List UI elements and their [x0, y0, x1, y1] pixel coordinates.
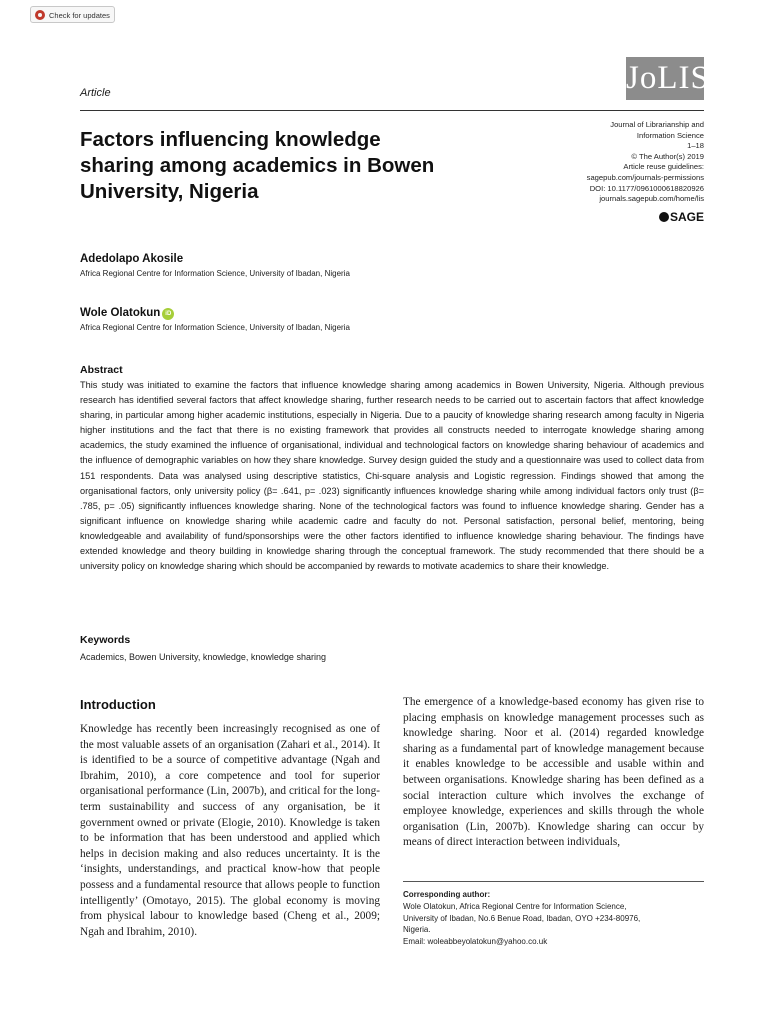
sage-icon — [659, 212, 669, 222]
article-type: Article — [80, 87, 111, 99]
copyright: © The Author(s) 2019 — [631, 151, 704, 161]
corresponding-author-line: Nigeria. — [403, 925, 431, 935]
author-name-text: Wole Olatokun — [80, 307, 161, 319]
body-column-right: The emergence of a knowledge-based economy has given rise to placing emphasis on knowledge management processes such as knowledge sharing. Noor et al. (2014) regarded knowledge sharing as a fundamental part of knowledge management because it enables knowledge to be accessible and usable within and between organisations. Knowledge sharing has been defined as a social interaction culture which involves the exchange of employee knowledge, experiences and skills through the whole organisation (Lin, 2007b). Knowledge sharing can occur by means of direct interaction between individuals, — [403, 696, 704, 849]
corresponding-author — [403, 889, 704, 948]
author-affiliation: Africa Regional Centre for Information Science, University of Ibadan, Nigeria — [80, 269, 350, 278]
journal-name-line1: Journal of Librarianship and — [610, 120, 704, 129]
keywords-text: Academics, Bowen University, knowledge, knowledge sharing — [80, 652, 326, 662]
journal-home-link[interactable]: journals.sagepub.com/home/lis — [599, 194, 704, 204]
journal-logo: JoLIS — [626, 57, 704, 100]
corresponding-author-line: University of Ibadan, No.6 Benue Road, Ibadan, OYO +234-80976, — [403, 913, 641, 923]
abstract-text: This study was initiated to examine the factors that influence knowledge sharing among academics in Bowen University, Nigeria. Although previous research has identified several factors that affect knowledge sharing, further research needs to be carried out to ascertain factors that affect knowledge sharing, in particular among higher academic institutions, especially in Nigeria. Due to a paucity of knowledge sharing research among faculty in Nigeria higher institutions and the fact that there is no existing framework that provides all constructs needed to interrogate knowledge sharing among academics, the study examined the influence of organisational, individual and technological factors on knowledge sharing behaviour of academics and the influence of demographic variables on how they share knowledge. Survey design guided the study and a questionnaire was used to collect data from 151 respondents. Data was analysed using descriptive statistics, Chi-square analysis and Logistic regression. Findings showed that among the organisational factors, only university policy (β= .641, p= .023) significantly influences knowledge sharing while among individual factors only trust (β= .785, p= .05) significantly influences knowledge sharing. None of the technological factors was found to influence knowledge sharing. Gender has a significant influence on knowledge sharing while academic cadre and faculty do not. Personal satisfaction, personal belief, mentoring, being knowledgeable and availability of fund/sponsorships were the other factors identified to influence knowledge sharing behaviour. The findings have extended knowledge and theory building in knowledge sharing through the conceptual framework. The study recommended that there should be a university policy on knowledge sharing which should be accompanied by rewards to motivate academics to share their knowledge. — [80, 380, 704, 572]
author-affiliation: Africa Regional Centre for Information Science, University of Ibadan, Nigeria — [80, 323, 350, 332]
journal-name-line2: Information Science — [636, 130, 704, 140]
introduction-heading: Introduction — [80, 697, 156, 712]
check-for-updates-label: Check for updates — [49, 11, 110, 20]
journal-meta — [520, 120, 704, 205]
page-range: 1–18 — [687, 141, 704, 151]
update-icon — [35, 10, 45, 20]
footnote-rule — [403, 881, 704, 882]
author-name: Adedolapo Akosile — [80, 253, 184, 265]
abstract-heading: Abstract — [80, 364, 123, 376]
body-column-left: Knowledge has recently been increasingly recognised as one of the most valuable assets of an organisation (Zahari et al., 2014). It is identified to be a source of competitive advantage (Ngah and Ibrahim, 2010), a core competence and tool for superior organisational performance (Lin, 2007b), and critical for the long-term sustainability and success of any organisation, be it government owned or private (Elogie, 2010). Knowledge is taken to be information that has been understood and applied which helps in decision making and also reduces uncertainty. It is the ‘insights, understandings, and practical know-how that people possess and a fundamental resource that allows people to function intelligently’ (Omotayo, 2015). The global economy is moving from physical labour to knowledge based (Cheng et al., 2009; Ngah and Ibrahim, 2010). — [80, 723, 380, 938]
doi[interactable]: DOI: 10.1177/0961000618820926 — [589, 183, 704, 193]
author-name — [80, 307, 174, 320]
keywords-heading: Keywords — [80, 634, 131, 646]
corresponding-author-line: Wole Olatokun, Africa Regional Centre for Information Science, — [403, 901, 627, 911]
paper-title: Factors influencing knowledge sharing among academics in Bowen University, Nigeria — [80, 128, 435, 203]
check-for-updates-button[interactable] — [30, 6, 115, 23]
corresponding-author-email[interactable]: Email: woleabbeyolatokun@yahoo.co.uk — [403, 937, 548, 947]
publisher-name: SAGE — [669, 210, 704, 224]
publisher-logo — [640, 210, 704, 224]
reuse-guidelines-label: Article reuse guidelines: — [623, 162, 704, 172]
header-rule — [80, 110, 704, 111]
orcid-icon[interactable]: iD — [162, 308, 174, 320]
corresponding-author-heading: Corresponding author: — [403, 890, 491, 899]
permissions-link[interactable]: sagepub.com/journals-permissions — [586, 172, 704, 182]
